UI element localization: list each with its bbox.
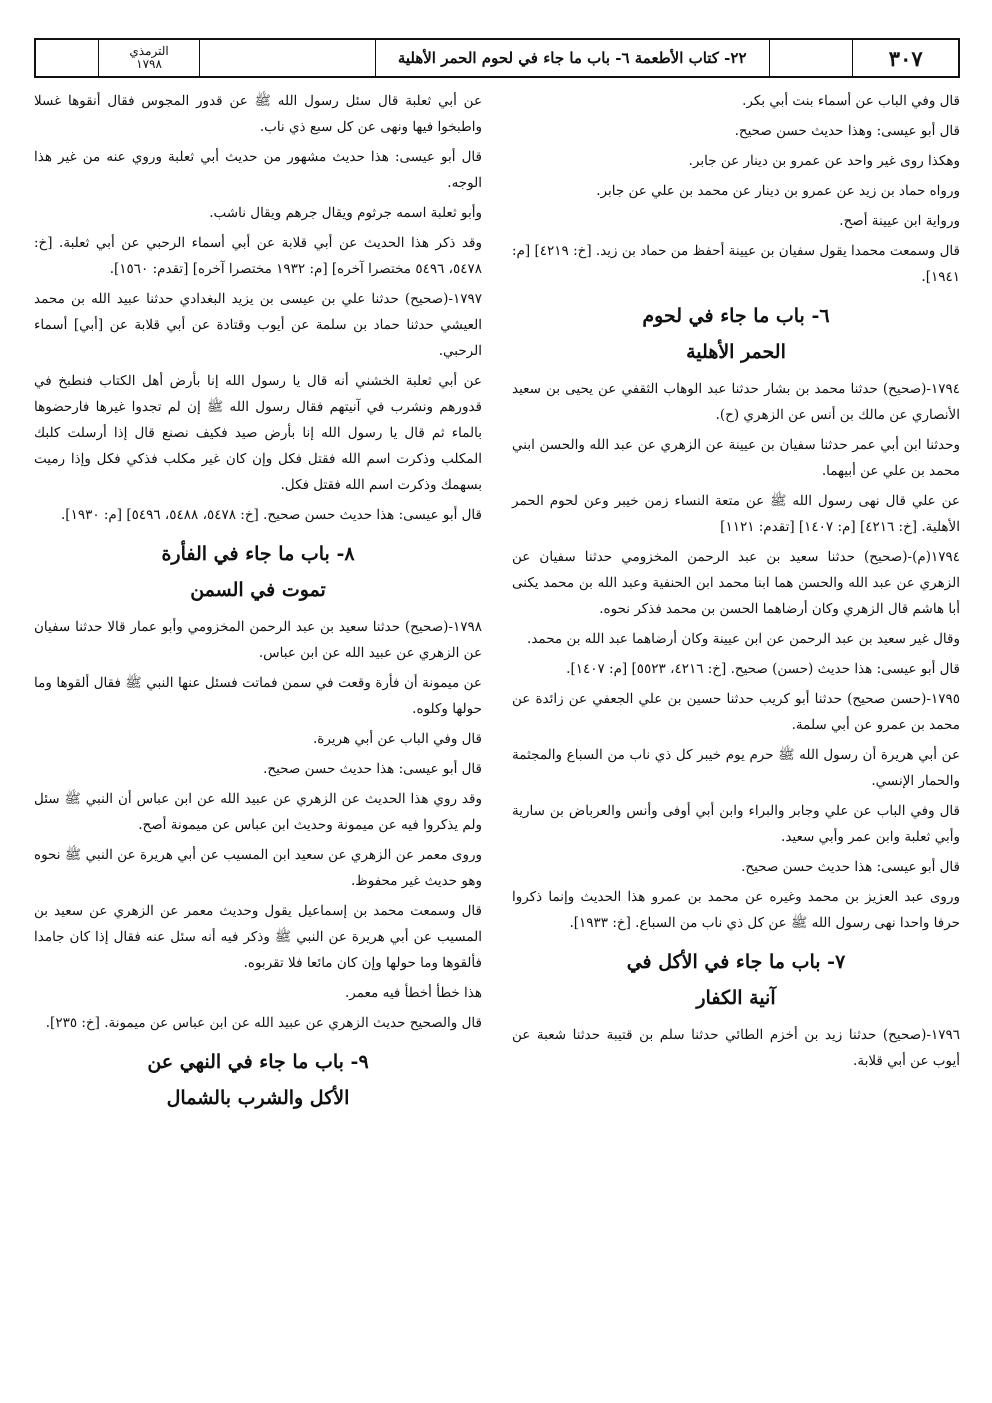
chapter-heading [512,298,960,370]
text-paragraph: ورواه حماد بن زيد عن عمرو بن دينار عن محمد بن علي عن جابر. [596,183,960,199]
source-reference [98,40,200,76]
text-paragraph: ١٧٩٨-(صحيح) حدثنا سعيد بن عبد الرحمن المخزومي وأبو عمار قالا حدثنا سفيان عن الزهري عن عبيد الله عن ابن عباس. [34,619,482,661]
chapter-heading-line1: ٧- باب ما جاء في الأكل في [626,951,846,973]
text-paragraph: قال أبو عيسى: هذا حديث مشهور من حديث أبي ثعلبة وروي عنه من غير هذا الوجه. [34,149,482,191]
source-label: الترمذي [129,44,169,58]
text-paragraph: عن ميمونة أن فأرة وقعت في سمن فماتت فسئل عنها النبي ﷺ فقال ألقوها وما حولها وكلوه. [34,675,482,717]
chapter-heading-line2: الأكل والشرب بالشمال [166,1087,350,1109]
text-paragraph: عن علي قال نهى رسول الله ﷺ عن متعة النساء زمن خيبر وعن لحوم الحمر الأهلية. [خ: ٤٢١٦] [م: ١٤٠٧] [تقدم: ١١٢١] [512,493,960,535]
text-paragraph: قال وفي الباب عن أسماء بنت أبي بكر. [742,93,960,109]
page-number: ٣٠٧ [852,40,958,76]
text-paragraph: قال أبو عيسى: هذا حديث حسن صحيح. [خ: ٥٤٧٨، ٥٤٨٨، ٥٤٩٦] [م: ١٩٣٠]. [61,507,482,523]
text-paragraph: عن أبي ثعلبة الخشني أنه قال يا رسول الله إنا بأرض أهل الكتاب فنطبخ في قدورهم ونشرب في آنيتهم فقال رسول الله ﷺ إن لم تجدوا غيرها فارحضوها بالماء ثم قال يا رسول الله إنا بأرض صيد فكيف نصنع قال إذا أرسلت كلبك المكلب وذكرت اسم الله فقتل فكل وإن كان غير مكلب فذكي فكل وإذا رميت بسهمك وذكرت اسم الله فقتل فكل. [34,373,482,493]
header-empty-left [36,40,98,76]
text-paragraph: وقال غير سعيد بن عبد الرحمن عن ابن عيينة وكان أرضاهما عبد الله بن محمد. [527,631,960,647]
page [34,32,960,1372]
text-paragraph: ١٧٩٤-(صحيح) حدثنا محمد بن بشار حدثنا عبد الوهاب الثقفي عن يحيى بن سعيد الأنصاري عن مالك بن أنس عن الزهري (ح). [512,381,960,423]
chapter-heading [34,536,482,608]
text-paragraph: ورواية ابن عيينة أصح. [839,213,960,229]
text-paragraph: عن أبي ثعلبة قال سئل رسول الله ﷺ عن قدور المجوس فقال أنقوها غسلا واطبخوا فيها ونهى عن كل سبع ذي ناب. [34,93,482,135]
chapter-heading-line2: آنية الكفار [696,987,776,1009]
text-paragraph: هذا خطأ أخطأ فيه معمر. [345,985,482,1001]
text-paragraph: قال والصحيح حديث الزهري عن عبيد الله عن ابن عباس عن ميمونة. [خ: ٢٣٥]. [45,1015,482,1031]
text-paragraph: وروى عبد العزيز بن محمد وغيره عن محمد بن عمرو هذا الحديث وإنما ذكروا حرفا واحدا نهى رسول الله ﷺ عن كل ذي ناب من السباع. [خ: ١٩٣٣]. [512,889,960,931]
chapter-heading-line1: ٩- باب ما جاء في النهي عن [147,1051,369,1073]
text-paragraph: عن أبي هريرة أن رسول الله ﷺ حرم يوم خيبر كل ذي ناب من السباع والمجثمة والحمار الإنسي. [512,747,960,789]
text-paragraph: وحدثنا ابن أبي عمر حدثنا سفيان بن عيينة عن الزهري عن عبد الله والحسن ابني محمد بن علي عن أبيهما. [512,437,960,479]
text-paragraph: ١٧٩٧-(صحيح) حدثنا علي بن عيسى بن يزيد البغدادي حدثنا عبيد الله بن محمد العيشي حدثنا حماد بن سلمة عن أيوب وقتادة عن أبي قلابة عن [أبي] أسماء الرحبي. [34,291,482,359]
text-paragraph: قال أبو عيسى: وهذا حديث حسن صحيح. [734,123,960,139]
chapter-heading-line2: تموت في السمن [190,579,326,601]
text-paragraph: قال أبو عيسى: هذا حديث (حسن) صحيح. [خ: ٤٢١٦، ٥٥٢٣] [م: ١٤٠٧]. [566,661,960,677]
text-paragraph: قال أبو عيسى: هذا حديث حسن صحيح. [741,859,960,875]
right-column [512,88,960,1078]
text-paragraph: وروى معمر عن الزهري عن سعيد ابن المسيب عن أبي هريرة عن النبي ﷺ نحوه وهو حديث غير محفوظ. [34,847,482,889]
text-paragraph: قال أبو عيسى: هذا حديث حسن صحيح. [263,761,482,777]
text-paragraph: وهكذا روى غير واحد عن عمرو بن دينار عن جابر. [688,153,960,169]
text-paragraph: قال وفي الباب عن علي وجابر والبراء وابن أبي أوفى وأنس والعرباض بن سارية وأبي ثعلبة وابن عمر وأبي سعيد. [512,803,960,845]
text-paragraph: قال وسمعت محمدا يقول سفيان بن عيينة أحفظ من حماد بن زيد. [خ: ٤٢١٩] [م: ١٩٤١]. [512,243,960,285]
text-paragraph: ١٧٩٦-(صحيح) حدثنا زيد بن أخزم الطائي حدثنا سلم بن قتيبة حدثنا شعبة عن أيوب عن أبي قلابة. [512,1027,960,1069]
text-paragraph: وأبو ثعلبة اسمه جرثوم ويقال جرهم ويقال ناشب. [209,205,482,221]
header-empty-right [769,40,853,76]
source-number: ١٧٩٨ [136,57,162,71]
left-column [34,88,482,1122]
chapter-heading-line1: ٦- باب ما جاء في لحوم [642,305,830,327]
chapter-heading [34,1044,482,1116]
text-paragraph: ١٧٩٤(م)-(صحيح) حدثنا سعيد بن عبد الرحمن المخزومي حدثنا سفيان عن الزهري عن عبد الله والحسن هما ابنا محمد ابن الحنفية وعبد الله بن محمد يكنى أبا هاشم قال الزهري وكان أرضاهما الحسن بن محمد فذكر نحوه. [512,549,960,617]
chapter-heading-line2: الحمر الأهلية [686,341,786,363]
text-paragraph: قال وفي الباب عن أبي هريرة. [312,731,482,747]
text-paragraph: وقد ذكر هذا الحديث عن أبي قلابة عن أبي أسماء الرحبي عن أبي ثعلبة. [خ: ٥٤٧٨، ٥٤٩٦ مختصرا آخره] [م: ١٩٣٢ مختصرا آخره] [تقدم: ١٥٦٠]. [34,235,482,277]
page-header [34,38,960,78]
text-paragraph: قال وسمعت محمد بن إسماعيل يقول وحديث معمر عن الزهري عن سعيد بن المسيب عن أبي هريرة عن النبي ﷺ وذكر فيه أنه سئل عنه فقال إذا كان جامدا فألقوها وما حولها وإن كان مائعا فلا تقربوه. [34,903,482,971]
header-empty-mid [199,40,374,76]
text-paragraph: ١٧٩٥-(حسن صحيح) حدثنا أبو كريب حدثنا حسين بن علي الجعفي عن زائدة عن محمد بن عمرو عن أبي سلمة. [512,691,960,733]
text-paragraph: وقد روي هذا الحديث عن الزهري عن عبيد الله عن ابن عباس أن النبي ﷺ سئل ولم يذكروا فيه عن ميمونة وحديث ابن عباس عن ميمونة أصح. [34,791,482,833]
book-title: ٢٢- كتاب الأطعمة ٦- باب ما جاء في لحوم الحمر الأهلية [375,40,769,76]
chapter-heading [512,944,960,1016]
chapter-heading-line1: ٨- باب ما جاء في الفأرة [161,543,355,565]
